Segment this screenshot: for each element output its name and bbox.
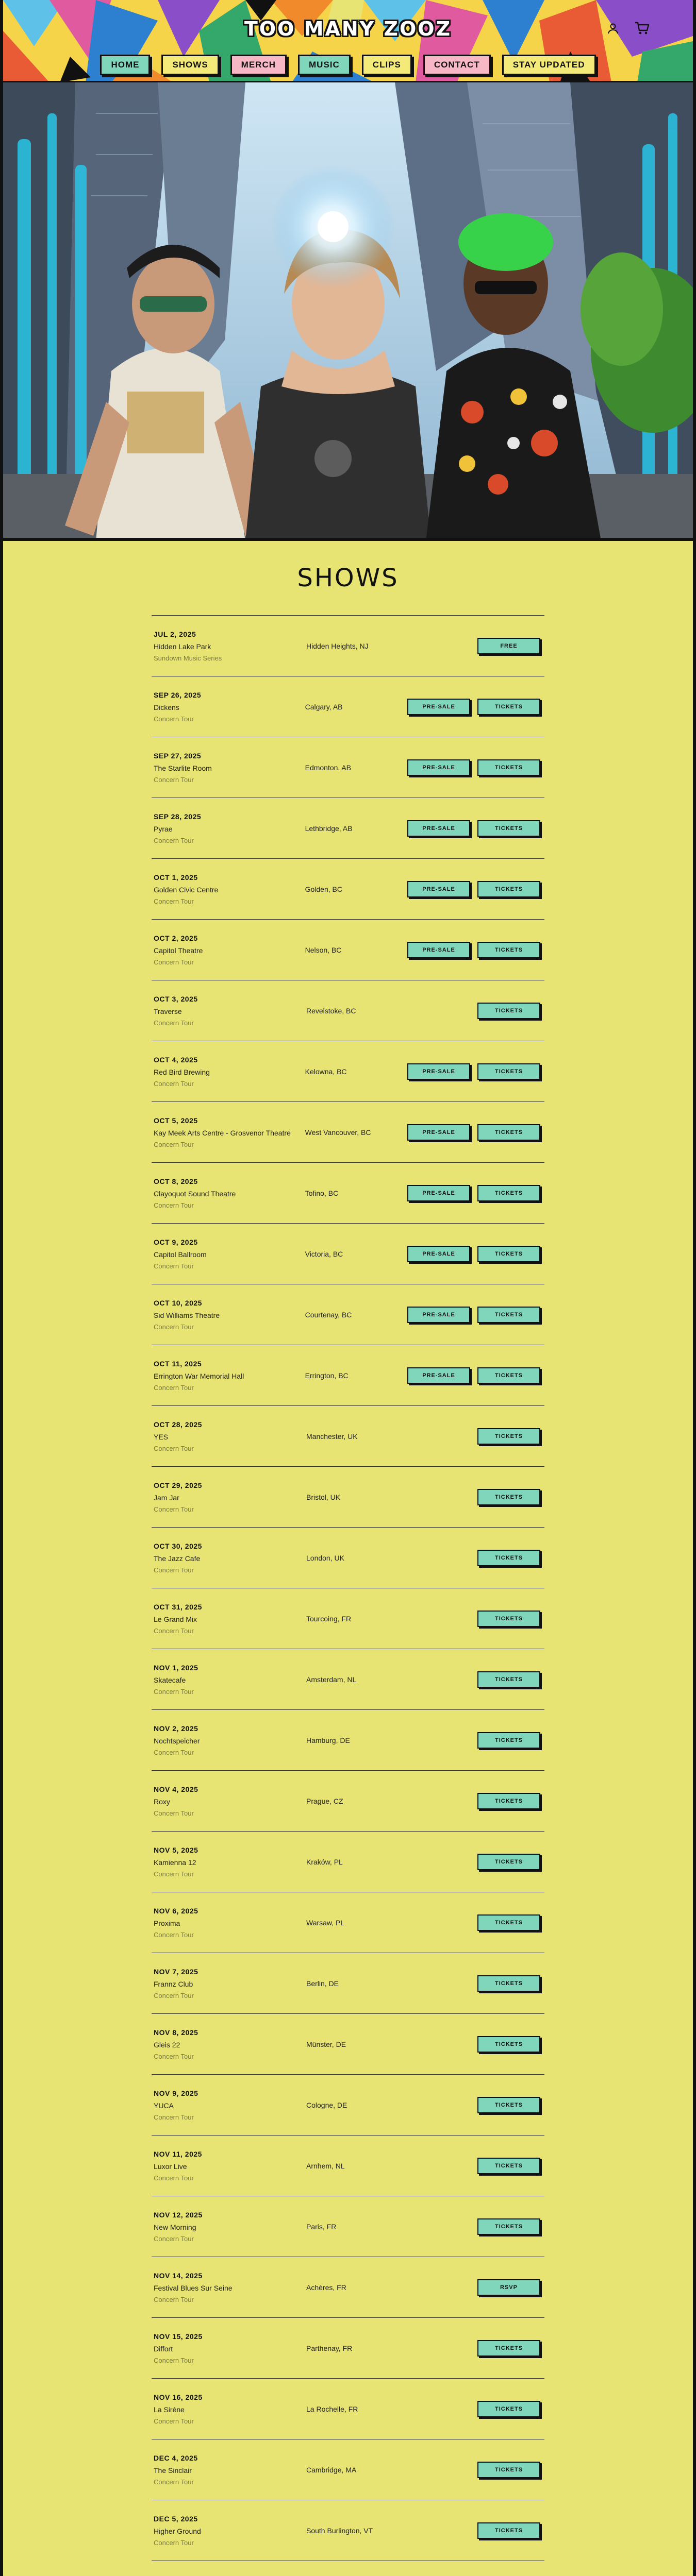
show-tour: Concern Tour (154, 1687, 194, 1696)
tickets-button[interactable]: TICKETS (477, 1489, 540, 1505)
show-actions (409, 2036, 542, 2053)
show-city: West Vancouver, BC (305, 1128, 371, 1137)
show-venue: Capitol Theatre (154, 946, 203, 955)
show-row (152, 920, 544, 980)
show-venue: The Starlite Room (154, 764, 212, 772)
site-header (3, 0, 693, 82)
rsvp-button[interactable]: RSVP (477, 2279, 540, 2296)
show-tour: Concern Tour (154, 2478, 194, 2486)
show-tour: Concern Tour (154, 1505, 194, 1513)
show-city: South Burlington, VT (306, 2526, 373, 2535)
show-city: Paris, FR (306, 2222, 337, 2231)
show-row (152, 2379, 544, 2439)
show-row (152, 798, 544, 859)
show-actions (409, 1428, 542, 1445)
show-venue: Luxor Live (154, 2162, 187, 2171)
show-city: Parthenay, FR (306, 2344, 353, 2352)
show-tour: Concern Tour (154, 1809, 194, 1817)
show-date: DEC 4, 2025 (154, 2453, 198, 2462)
show-tour: Concern Tour (154, 2538, 194, 2547)
show-city: Courtenay, BC (305, 1310, 352, 1319)
shows-title: SHOWS (297, 564, 399, 592)
show-tour: Concern Tour (154, 1748, 194, 1756)
show-venue: Kay Meek Arts Centre - Grosvenor Theatre (154, 1128, 291, 1137)
show-row (152, 980, 544, 1041)
show-date: NOV 1, 2025 (154, 1663, 198, 1672)
show-actions (409, 1550, 542, 1566)
show-venue: Festival Blues Sur Seine (154, 2283, 233, 2292)
show-date: OCT 8, 2025 (154, 1177, 198, 1185)
show-tour: Concern Tour (154, 1140, 194, 1148)
show-date: NOV 4, 2025 (154, 1785, 198, 1793)
show-actions (407, 1185, 542, 1201)
cart-icon[interactable] (634, 21, 650, 36)
tickets-button[interactable]: TICKETS (477, 1063, 540, 1080)
show-tour: Concern Tour (154, 2052, 194, 2060)
nav-item-contact[interactable]: CONTACT (423, 55, 491, 75)
show-tour: Concern Tour (154, 1019, 194, 1027)
show-actions (409, 2462, 542, 2478)
show-venue: Dickens (154, 703, 179, 711)
tickets-button[interactable]: TICKETS (477, 1914, 540, 1931)
show-row (152, 1771, 544, 1832)
show-date: SEP 28, 2025 (154, 812, 202, 821)
show-row (152, 1102, 544, 1163)
show-venue: Higher Ground (154, 2527, 201, 2535)
pre-sale-button[interactable]: PRE-SALE (407, 1063, 470, 1080)
account-icon[interactable] (605, 21, 621, 36)
pre-sale-button[interactable]: PRE-SALE (407, 699, 470, 715)
show-tour: Concern Tour (154, 958, 194, 966)
tickets-button[interactable]: TICKETS (477, 2097, 540, 2113)
show-date: NOV 16, 2025 (154, 2393, 203, 2401)
show-date: OCT 1, 2025 (154, 873, 198, 882)
show-venue: The Jazz Cafe (154, 1554, 201, 1563)
show-info (154, 2150, 306, 2182)
show-row (152, 1832, 544, 1892)
tickets-button[interactable]: TICKETS (477, 699, 540, 715)
tickets-button[interactable]: TICKETS (477, 1124, 540, 1141)
show-tour: Concern Tour (154, 836, 194, 844)
show-actions (409, 1489, 542, 1505)
show-row (152, 2561, 544, 2576)
show-row (152, 1528, 544, 1588)
site-logo[interactable]: TOO MANY ZOOZ (244, 18, 452, 40)
show-venue: Sid Williams Theatre (154, 1311, 220, 1319)
show-date: NOV 2, 2025 (154, 1724, 198, 1733)
show-city: Warsaw, PL (306, 1918, 345, 1927)
show-info (154, 2332, 306, 2364)
show-actions (407, 1063, 542, 1080)
show-city: London, UK (306, 1553, 344, 1562)
tickets-button[interactable]: TICKETS (477, 1307, 540, 1323)
show-info (154, 2393, 306, 2425)
show-row (152, 1467, 544, 1528)
show-info (154, 2211, 306, 2243)
show-date: NOV 6, 2025 (154, 1906, 198, 1915)
show-city: Kraków, PL (306, 1857, 343, 1866)
show-tour: Concern Tour (154, 1566, 194, 1574)
show-row (152, 2196, 544, 2257)
show-info (154, 995, 306, 1027)
show-venue: La Sirène (154, 2405, 185, 2414)
show-tour: Concern Tour (154, 2234, 194, 2243)
show-tour: Concern Tour (154, 1991, 194, 1999)
pre-sale-button[interactable]: PRE-SALE (407, 1124, 470, 1141)
show-row (152, 1041, 544, 1102)
nav-item-shows[interactable]: SHOWS (161, 55, 219, 75)
show-actions (409, 638, 542, 654)
show-info (154, 2454, 306, 2486)
nav-item-home[interactable]: HOME (100, 55, 150, 75)
show-info (154, 2272, 306, 2303)
tickets-button[interactable]: TICKETS (477, 1003, 540, 1019)
show-date: JUL 2, 2025 (154, 630, 196, 638)
show-city: Arnhem, NL (306, 2161, 345, 2170)
show-info (154, 691, 305, 723)
show-date: OCT 10, 2025 (154, 1298, 202, 1307)
show-date: NOV 7, 2025 (154, 1967, 198, 1976)
show-venue: The Sinclair (154, 2466, 192, 2475)
show-tour: Concern Tour (154, 715, 194, 723)
show-date: DEC 5, 2025 (154, 2514, 198, 2523)
show-venue: Pyrae (154, 824, 173, 833)
show-tour: Concern Tour (154, 1262, 194, 1270)
show-venue: YUCA (154, 2101, 174, 2110)
show-venue: Roxy (154, 1797, 170, 1806)
show-tour: Concern Tour (154, 2113, 194, 2121)
show-tour: Concern Tour (154, 1201, 194, 1209)
show-city: La Rochelle, FR (306, 2404, 358, 2413)
pre-sale-button[interactable]: PRE-SALE (407, 942, 470, 958)
show-city: Hidden Heights, NJ (306, 641, 369, 650)
show-actions (409, 1793, 542, 1809)
tickets-button[interactable]: TICKETS (477, 1732, 540, 1749)
show-actions (409, 1611, 542, 1627)
show-city: Errington, BC (305, 1371, 349, 1380)
show-date: SEP 26, 2025 (154, 690, 202, 699)
show-date: NOV 11, 2025 (154, 2149, 202, 2158)
show-info (154, 1907, 306, 1939)
nav-item-music[interactable]: MUSIC (298, 55, 351, 75)
show-venue: Capitol Ballroom (154, 1250, 207, 1259)
show-actions (407, 820, 542, 837)
free-button[interactable]: FREE (477, 638, 540, 654)
show-actions (409, 2340, 542, 2357)
tickets-button[interactable]: TICKETS (477, 1367, 540, 1384)
show-actions (409, 2218, 542, 2235)
show-actions (409, 2522, 542, 2539)
show-info (154, 1603, 306, 1635)
show-tour: Concern Tour (154, 2295, 194, 2303)
show-row (152, 2257, 544, 2318)
show-city: Kelowna, BC (305, 1067, 347, 1076)
show-tour: Concern Tour (154, 2417, 194, 2425)
show-date: OCT 30, 2025 (154, 1541, 202, 1550)
show-info (154, 1481, 306, 1513)
nav-item-clips[interactable]: CLIPS (362, 55, 412, 75)
tickets-button[interactable]: TICKETS (477, 881, 540, 897)
show-venue: Errington War Memorial Hall (154, 1371, 244, 1380)
show-actions (407, 1307, 542, 1323)
show-row (152, 616, 544, 676)
show-city: Victoria, BC (305, 1249, 343, 1258)
pre-sale-button[interactable]: PRE-SALE (407, 1246, 470, 1262)
show-info (154, 1177, 305, 1209)
show-info (154, 2028, 306, 2060)
show-tour: Concern Tour (154, 1079, 194, 1088)
show-venue: Gleis 22 (154, 2040, 180, 2049)
show-info (154, 934, 305, 966)
show-city: Cologne, DE (306, 2100, 347, 2109)
show-date: OCT 9, 2025 (154, 1238, 198, 1246)
show-row (152, 1953, 544, 2014)
nav-item-merch[interactable]: MERCH (230, 55, 287, 75)
tickets-button[interactable]: TICKETS (477, 759, 540, 776)
show-city: Münster, DE (306, 2040, 346, 2048)
tickets-button[interactable]: TICKETS (477, 1550, 540, 1566)
show-tour: Concern Tour (154, 1383, 194, 1392)
show-row (152, 2136, 544, 2196)
show-date: NOV 15, 2025 (154, 2332, 203, 2341)
pre-sale-button[interactable]: PRE-SALE (407, 881, 470, 897)
show-info (154, 752, 305, 784)
tickets-button[interactable]: TICKETS (477, 2158, 540, 2174)
show-row (152, 2318, 544, 2379)
show-date: NOV 12, 2025 (154, 2210, 203, 2219)
show-row (152, 1649, 544, 1710)
show-row (152, 1710, 544, 1771)
show-actions (409, 1975, 542, 1992)
show-actions (407, 1367, 542, 1384)
show-info (154, 1542, 306, 1574)
show-date: OCT 4, 2025 (154, 1055, 198, 1064)
show-venue: Le Grand Mix (154, 1615, 197, 1623)
show-tour: Concern Tour (154, 1444, 194, 1452)
show-venue: Nochtspeicher (154, 1736, 200, 1745)
show-city: Achères, FR (306, 2283, 346, 2292)
show-tour: Concern Tour (154, 2356, 194, 2364)
show-row (152, 1588, 544, 1649)
show-venue: New Morning (154, 2223, 196, 2231)
show-info (154, 1299, 305, 1331)
show-venue: Golden Civic Centre (154, 885, 219, 894)
tickets-button[interactable]: TICKETS (477, 2218, 540, 2235)
show-info (154, 1360, 305, 1392)
show-actions (407, 942, 542, 958)
show-row (152, 1284, 544, 1345)
show-actions (409, 2279, 542, 2296)
show-tour: Concern Tour (154, 1626, 194, 1635)
show-info (154, 1968, 306, 1999)
tickets-button[interactable]: TICKETS (477, 1611, 540, 1627)
show-row (152, 2500, 544, 2561)
show-venue: Frannz Club (154, 1979, 193, 1988)
tickets-button[interactable]: TICKETS (477, 1185, 540, 1201)
show-tour: Sundown Music Series (154, 654, 222, 662)
pre-sale-button[interactable]: PRE-SALE (407, 1307, 470, 1323)
show-venue: Kamienna 12 (154, 1858, 196, 1867)
tickets-button[interactable]: TICKETS (477, 1671, 540, 1688)
show-info (154, 630, 306, 662)
show-tour: Concern Tour (154, 1323, 194, 1331)
show-date: NOV 5, 2025 (154, 1845, 198, 1854)
show-date: OCT 3, 2025 (154, 994, 198, 1003)
show-actions (407, 1124, 542, 1141)
show-tour: Concern Tour (154, 1870, 194, 1878)
tickets-button[interactable]: TICKETS (477, 2401, 540, 2417)
show-date: OCT 11, 2025 (154, 1359, 202, 1368)
tickets-button[interactable]: TICKETS (477, 1246, 540, 1262)
show-row (152, 2014, 544, 2075)
show-actions (409, 1854, 542, 1870)
show-info (154, 2515, 306, 2547)
show-venue: Proxima (154, 1919, 180, 1927)
show-city: Bristol, UK (306, 1493, 341, 1501)
show-list (152, 615, 544, 2576)
show-row (152, 1345, 544, 1406)
tickets-button[interactable]: TICKETS (477, 2522, 540, 2539)
pre-sale-button[interactable]: PRE-SALE (407, 759, 470, 776)
show-date: NOV 14, 2025 (154, 2271, 203, 2280)
show-actions (409, 1671, 542, 1688)
show-city: Lethbridge, AB (305, 824, 353, 833)
show-row (152, 1224, 544, 1284)
show-actions (409, 2401, 542, 2417)
tickets-button[interactable]: TICKETS (477, 2036, 540, 2053)
show-actions (409, 1003, 542, 1019)
tickets-button[interactable]: TICKETS (477, 820, 540, 837)
pre-sale-button[interactable]: PRE-SALE (407, 1185, 470, 1201)
show-city: Tourcoing, FR (306, 1614, 352, 1623)
show-info (154, 1785, 306, 1817)
show-venue: Red Bird Brewing (154, 1067, 210, 1076)
tickets-button[interactable]: TICKETS (477, 1793, 540, 1809)
show-row (152, 1892, 544, 1953)
show-actions (409, 1914, 542, 1931)
tickets-button[interactable]: TICKETS (477, 1854, 540, 1870)
show-city: Amsterdam, NL (306, 1675, 357, 1684)
show-date: OCT 31, 2025 (154, 1602, 202, 1611)
show-venue: Skatecafe (154, 1675, 186, 1684)
show-tour: Concern Tour (154, 2174, 194, 2182)
show-info (154, 2089, 306, 2121)
show-city: Tofino, BC (305, 1189, 339, 1197)
show-tour: Concern Tour (154, 1930, 194, 1939)
shows-section (3, 541, 693, 2576)
show-actions (409, 2158, 542, 2174)
tickets-button[interactable]: TICKETS (477, 1975, 540, 1992)
show-info (154, 1056, 305, 1088)
show-city: Cambridge, MA (306, 2465, 357, 2474)
show-date: OCT 5, 2025 (154, 1116, 198, 1125)
show-city: Berlin, DE (306, 1979, 339, 1988)
show-date: OCT 2, 2025 (154, 934, 198, 942)
show-info (154, 1116, 305, 1148)
show-venue: YES (154, 1432, 169, 1441)
show-city: Calgary, AB (305, 702, 343, 711)
tickets-button[interactable]: TICKETS (477, 942, 540, 958)
pre-sale-button[interactable]: PRE-SALE (407, 820, 470, 837)
show-row (152, 737, 544, 798)
show-actions (407, 1246, 542, 1262)
show-venue: Clayoquot Sound Theatre (154, 1189, 236, 1198)
show-row (152, 2075, 544, 2136)
show-actions (407, 881, 542, 897)
show-row (152, 859, 544, 920)
show-venue: Hidden Lake Park (154, 642, 211, 651)
show-city: Prague, CZ (306, 1797, 343, 1805)
show-venue: Diffort (154, 2344, 173, 2353)
pre-sale-button[interactable]: PRE-SALE (407, 1367, 470, 1384)
show-actions (407, 699, 542, 715)
hero-band-photo (3, 82, 693, 541)
show-info (154, 1420, 306, 1452)
show-info (154, 873, 305, 905)
main-nav (3, 55, 693, 75)
tickets-button[interactable]: TICKETS (477, 2462, 540, 2478)
show-city: Manchester, UK (306, 1432, 358, 1440)
show-info (154, 1846, 306, 1878)
show-row (152, 1406, 544, 1467)
show-city: Nelson, BC (305, 945, 342, 954)
show-venue: Traverse (154, 1007, 182, 1015)
show-tour: Concern Tour (154, 897, 194, 905)
show-city: Hamburg, DE (306, 1736, 350, 1744)
show-date: OCT 28, 2025 (154, 1420, 202, 1429)
show-actions (407, 759, 542, 776)
show-info (154, 1664, 306, 1696)
show-tour: Concern Tour (154, 775, 194, 784)
show-row (152, 1163, 544, 1224)
tickets-button[interactable]: TICKETS (477, 2340, 540, 2357)
show-date: OCT 29, 2025 (154, 1481, 202, 1489)
show-actions (409, 2097, 542, 2113)
show-date: SEP 27, 2025 (154, 751, 202, 760)
show-city: Revelstoke, BC (306, 1006, 356, 1015)
tickets-button[interactable]: TICKETS (477, 1428, 540, 1445)
show-date: NOV 8, 2025 (154, 2028, 198, 2037)
show-row (152, 676, 544, 737)
show-venue: Jam Jar (154, 1493, 179, 1502)
show-date: NOV 9, 2025 (154, 2089, 198, 2097)
show-city: Edmonton, AB (305, 763, 352, 772)
show-actions (409, 1732, 542, 1749)
show-row (152, 2439, 544, 2500)
nav-item-stay-updated[interactable]: STAY UPDATED (502, 55, 596, 75)
show-info (154, 1724, 306, 1756)
show-city: Golden, BC (305, 885, 342, 893)
show-info (154, 812, 305, 844)
show-info (154, 1238, 305, 1270)
